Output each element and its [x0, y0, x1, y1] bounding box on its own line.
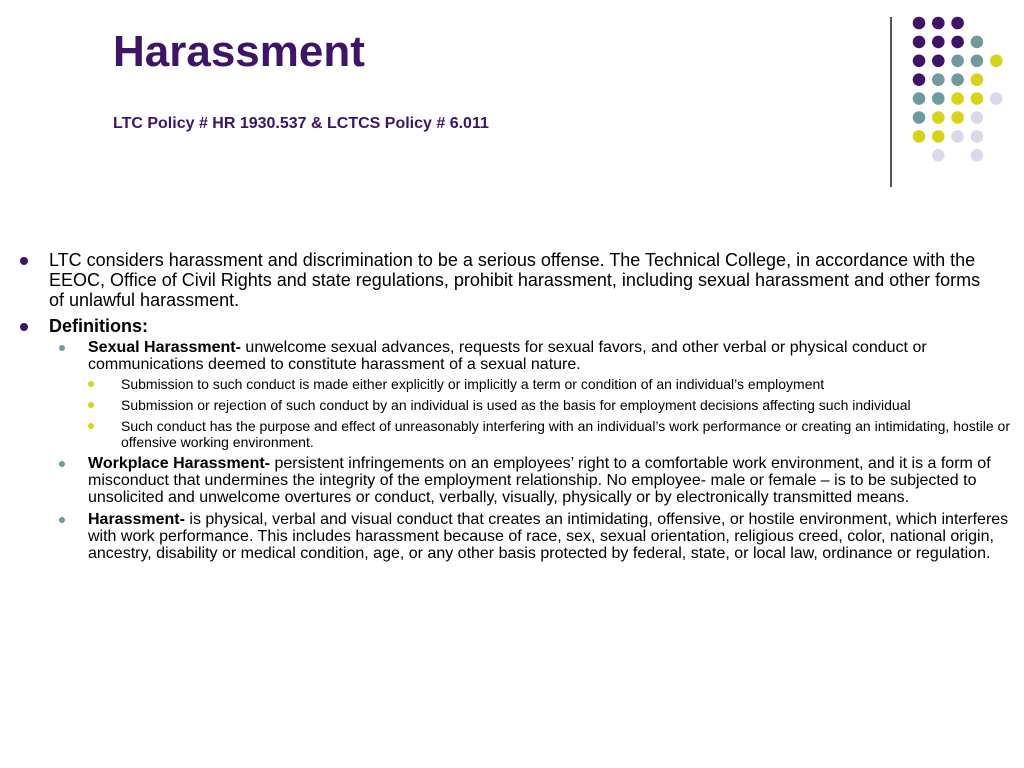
bullet-dot-icon [20, 323, 28, 331]
decorative-dot [951, 92, 964, 105]
decorative-dot [913, 130, 926, 143]
decorative-dot [932, 55, 945, 68]
decorative-dot [971, 149, 984, 162]
bullet-dot-icon [88, 381, 94, 387]
slide-body [20, 250, 1010, 568]
decorative-dot [971, 130, 984, 143]
decorative-dot [971, 92, 984, 105]
list-item: Submission or rejection of such conduct by an individual is used as the basis for employment decisions affecting such individual [88, 397, 1024, 413]
decorative-dot [951, 55, 964, 68]
bullet-dot-icon [88, 402, 94, 408]
decorative-dot [971, 111, 984, 124]
definitions-label: Definitions: [49, 316, 148, 336]
definition-sexual-harassment [49, 339, 1024, 450]
decorative-dot [951, 73, 964, 86]
decorative-dot [913, 17, 926, 30]
bullet-definitions [20, 316, 1010, 562]
intro-text: LTC considers harassment and discrimination to be a serious offense. The Technical College, in accordance with the EEOC, Office of Civil Rights and state regulations, prohibit harassment, including sexual harassment and other forms of unlawful harassment. [49, 250, 981, 310]
decorative-divider [890, 17, 892, 187]
bullet-dot-icon [59, 517, 65, 523]
decorative-dot [971, 55, 984, 68]
bullet-dot-icon [20, 257, 28, 265]
decorative-dot [932, 36, 945, 49]
bullet-dot-icon [59, 345, 65, 351]
decorative-dot [951, 36, 964, 49]
decorative-dot [932, 92, 945, 105]
slide-subtitle: LTC Policy # HR 1930.537 & LCTCS Policy # 6.011 [113, 115, 489, 132]
slide-title: Harassment [113, 27, 365, 76]
decorative-dot [932, 111, 945, 124]
decorative-dot [990, 55, 1003, 68]
decorative-dot [913, 36, 926, 49]
bullet-intro [20, 250, 995, 310]
definition-text: is physical, verbal and visual conduct that creates an intimidating, offensive, or hostile environment, which interferes with work performance. This includes harassment because of race, sex, sexual orientation, religious creed, color, national origin, ancestry, disability or medical condition, age, or any other basis protected by federal, state, or local law, ordinance or regulation. [88, 511, 1009, 562]
decorative-dot [932, 73, 945, 86]
definition-text: unwelcome sexual advances, requests for sexual favors, and other verbal or physical conduct or communications deemed to constitute harassment of a sexual nature. [88, 339, 927, 373]
decorative-dot [913, 55, 926, 68]
definition-workplace-harassment [49, 455, 1024, 506]
decorative-dot [913, 111, 926, 124]
decorative-dot [932, 130, 945, 143]
decorative-dot [971, 36, 984, 49]
decorative-dot [913, 92, 926, 105]
decorative-dot [932, 17, 945, 30]
decorative-dot [951, 111, 964, 124]
definition-text: persistent infringements on an employees’ right to a comfortable work environment, and it is a form of misconduct that undermines the integrity of the employment relationship. No employee- male or female – is to be subjected to unsolicited and unwelcome overtures or conduct, verbally, visually, physically or by electronically transmitted means. [88, 455, 991, 506]
list-item: Such conduct has the purpose and effect of unreasonably interfering with an individual’s work performance or creating an intimidating, hostile or offensive working environment. [88, 418, 1024, 450]
bullet-dot-icon [88, 423, 94, 429]
decorative-dot [951, 17, 964, 30]
list-item: Submission to such conduct is made either explicitly or implicitly a term or condition of an individual’s employment [88, 376, 1024, 392]
decorative-dot [932, 149, 945, 162]
decorative-dot [971, 73, 984, 86]
decorative-dot [913, 73, 926, 86]
term-workplace-harassment: Workplace Harassment- [88, 455, 270, 472]
decorative-dot [990, 92, 1003, 105]
bullet-dot-icon [59, 461, 65, 467]
term-harassment: Harassment- [88, 511, 185, 528]
definition-harassment [49, 511, 1024, 562]
term-sexual-harassment: Sexual Harassment- [88, 339, 241, 356]
decorative-dot [951, 130, 964, 143]
